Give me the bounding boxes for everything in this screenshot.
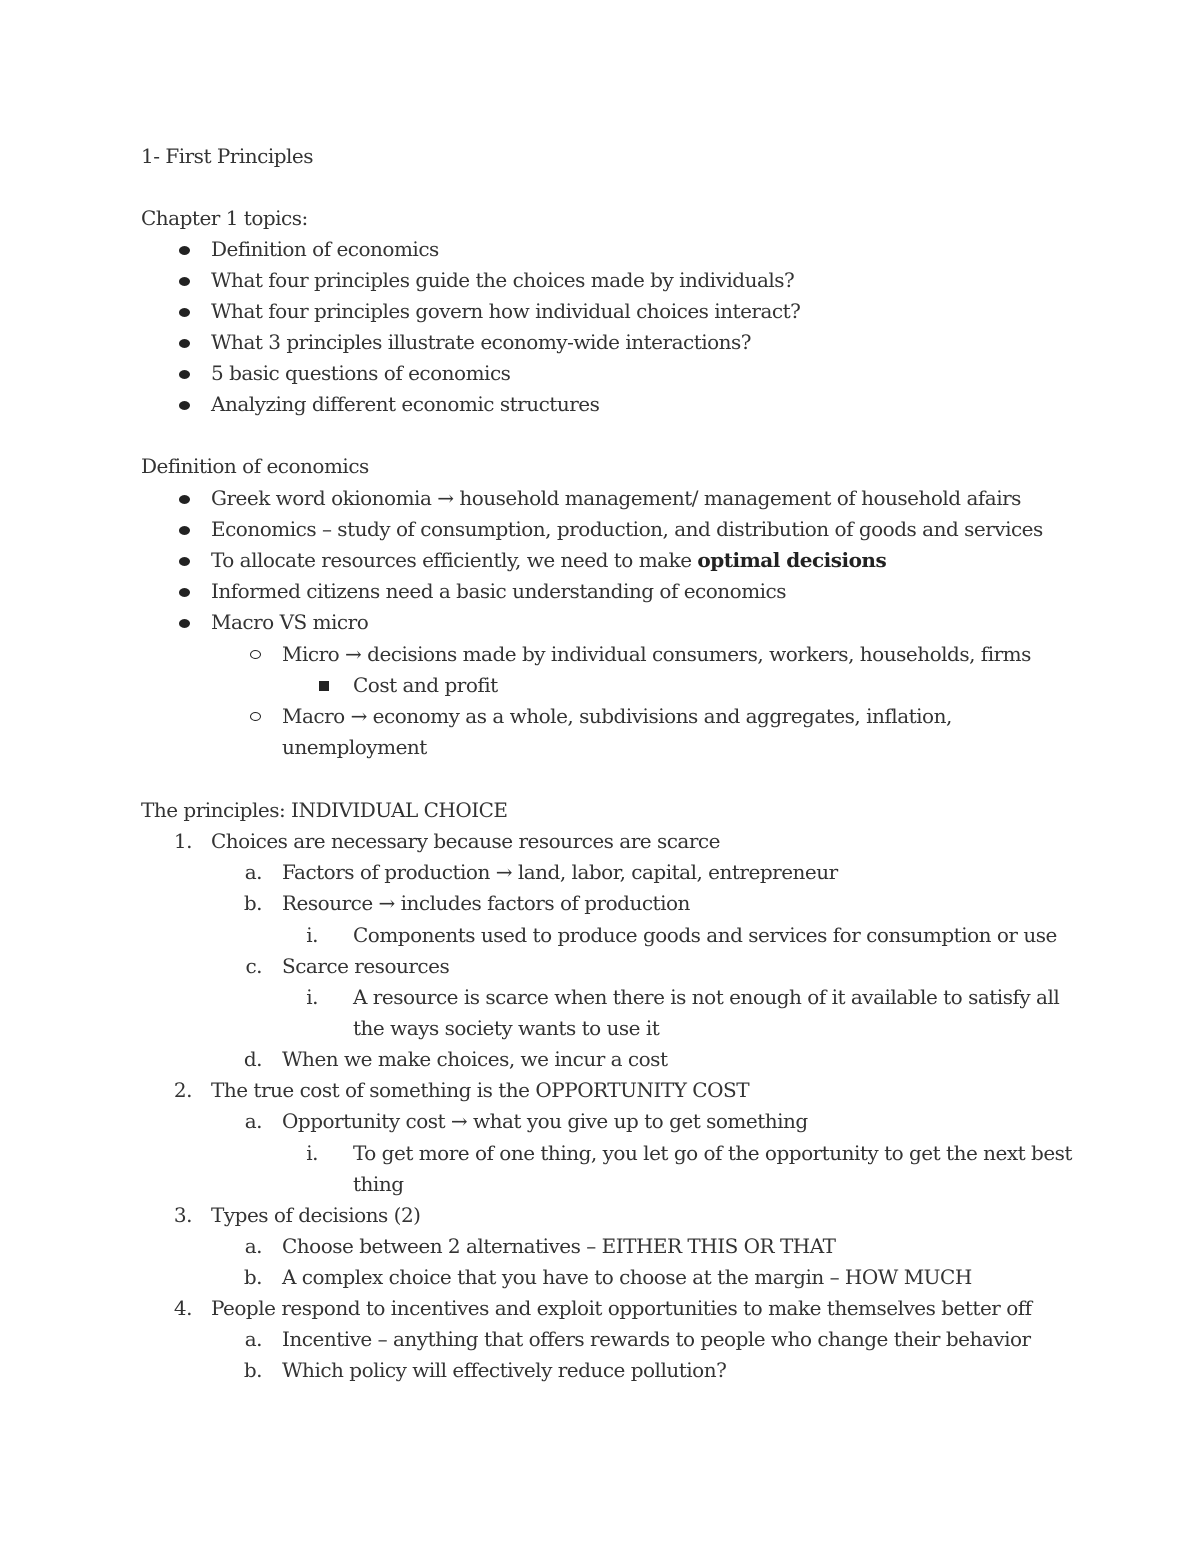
bullet-icon [179, 495, 190, 504]
bullet-icon [179, 370, 190, 379]
principle-subsubitem: Components used to produce goods and services for consumption or use [353, 923, 1057, 947]
principle-subsubitem-line2: the ways society wants to use it [353, 1016, 660, 1040]
list-letter: d. [243, 1047, 262, 1071]
principle-subitem: Choose between 2 alternatives – EITHER THIS OR THAT [282, 1234, 836, 1258]
circle-bullet-icon [250, 650, 261, 659]
bullet-icon [179, 557, 190, 566]
principle-item: Types of decisions (2) [211, 1203, 421, 1227]
bullet-icon [179, 526, 190, 535]
topic-item: 5 basic questions of economics [211, 361, 511, 385]
list-letter: a. [244, 1234, 262, 1258]
principle-subitem: Opportunity cost → what you give up to get something [282, 1109, 808, 1133]
bullet-icon [179, 246, 190, 255]
micro-item: Micro → decisions made by individual consumers, workers, households, firms [282, 642, 1031, 666]
definition-item [211, 545, 886, 575]
list-letter: c. [245, 954, 262, 978]
list-letter: b. [243, 1265, 262, 1289]
principle-item: The true cost of something is the OPPORTUNITY COST [211, 1078, 750, 1102]
principle-subitem: When we make choices, we incur a cost [282, 1047, 668, 1071]
principle-subitem: Resource → includes factors of production [282, 891, 690, 915]
list-letter: a. [244, 860, 262, 884]
topic-item: What four principles govern how individual choices interact? [211, 299, 801, 323]
bullet-icon [179, 308, 190, 317]
macro-item-line1: Macro → economy as a whole, subdivisions and aggregates, inflation, [282, 704, 952, 728]
bullet-icon [179, 619, 190, 628]
list-number: 1. [173, 829, 192, 853]
topics-heading: Chapter 1 topics: [141, 206, 308, 230]
definition-heading: Definition of economics [141, 454, 369, 478]
bold-phrase: optimal decisions [697, 548, 887, 572]
principle-subsubitem-line2: thing [353, 1172, 404, 1196]
list-number: 4. [173, 1296, 192, 1320]
definition-item: Macro VS micro [211, 610, 369, 634]
definition-item-text: To allocate resources efficiently, we need to make [211, 548, 698, 572]
principle-subitem: Scarce resources [282, 954, 450, 978]
principle-item: People respond to incentives and exploit opportunities to make themselves better off [211, 1296, 1032, 1320]
principle-subitem: A complex choice that you have to choose at the margin – HOW MUCH [282, 1265, 972, 1289]
list-letter: a. [244, 1109, 262, 1133]
definition-item: Informed citizens need a basic understanding of economics [211, 579, 787, 603]
macro-item-line2: unemployment [282, 735, 427, 759]
topic-item: Analyzing different economic structures [211, 392, 600, 416]
definition-item: Greek word okionomia → household management/ management of household afairs [211, 486, 1021, 510]
principle-subitem: Which policy will effectively reduce pollution? [282, 1358, 727, 1382]
principle-subsubitem-line1: To get more of one thing, you let go of the opportunity to get the next best [353, 1141, 1072, 1165]
principle-subsubitem-line1: A resource is scarce when there is not enough of it available to satisfy all [353, 985, 1060, 1009]
topic-item: What 3 principles illustrate economy-wide interactions? [211, 330, 752, 354]
bullet-icon [179, 277, 190, 286]
list-roman: i. [306, 1141, 318, 1165]
bullet-icon [179, 588, 190, 597]
topic-item: What four principles guide the choices made by individuals? [211, 268, 795, 292]
principle-subitem: Incentive – anything that offers rewards to people who change their behavior [282, 1327, 1031, 1351]
bullet-icon [179, 339, 190, 348]
bullet-icon [179, 401, 190, 410]
document-title: 1- First Principles [141, 144, 314, 168]
principle-subitem: Factors of production → land, labor, capital, entrepreneur [282, 860, 838, 884]
circle-bullet-icon [250, 712, 261, 721]
list-number: 2. [173, 1078, 192, 1102]
list-letter: b. [243, 891, 262, 915]
list-letter: a. [244, 1327, 262, 1351]
list-roman: i. [306, 923, 318, 947]
list-roman: i. [306, 985, 318, 1009]
micro-sub-item: Cost and profit [353, 673, 498, 697]
definition-item: Economics – study of consumption, production, and distribution of goods and services [211, 517, 1043, 541]
list-number: 3. [173, 1203, 192, 1227]
square-bullet-icon [319, 681, 329, 691]
principle-item: Choices are necessary because resources are scarce [211, 829, 720, 853]
principles-heading: The principles: INDIVIDUAL CHOICE [141, 798, 508, 822]
topic-item: Definition of economics [211, 237, 439, 261]
list-letter: b. [243, 1358, 262, 1382]
